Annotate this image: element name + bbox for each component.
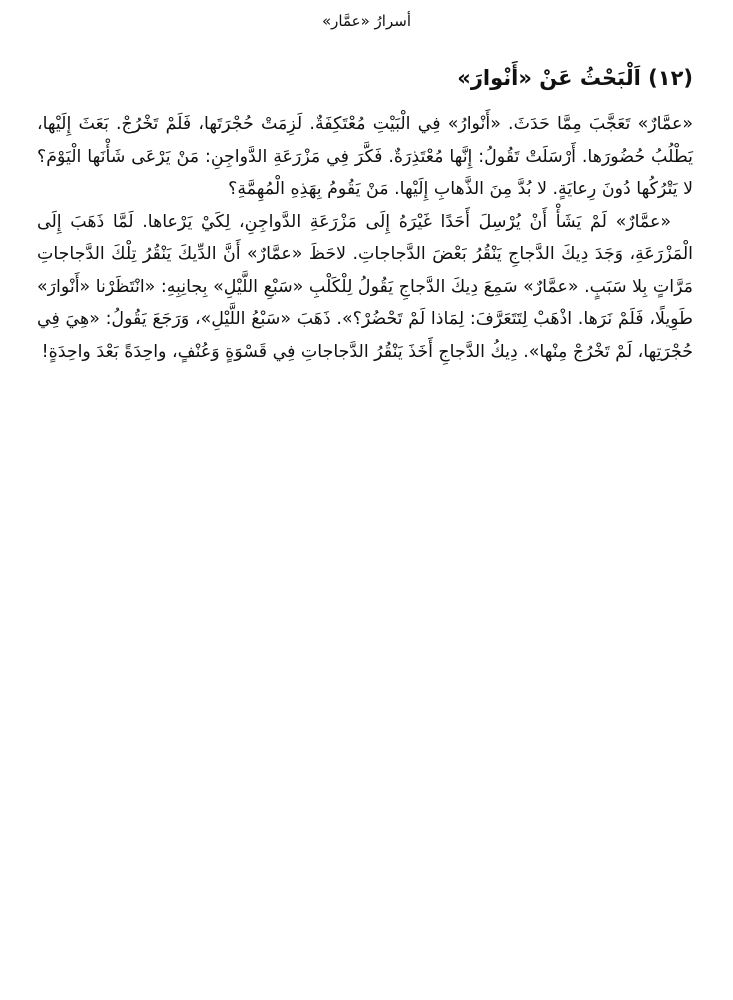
chapter-title: (١٢) اَلْبَحْثُ عَنْ «أَنْوارَ» xyxy=(457,66,693,90)
running-header: أسرارُ «عمَّار» xyxy=(322,12,411,30)
chapter-body xyxy=(37,108,693,368)
paragraph: «عمَّارٌ» تَعَجَّبَ مِمَّا حَدَثَ. «أَنْوارُ» فِي الْبَيْتِ مُعْتَكِفَةٌ. لَزِمَتْ حُجْرَتَها، فَلَمْ تَخْرُجْ. بَعَثَ إِلَيْها، يَطْلُبُ حُضُورَها. أَرْسَلَتْ تَقُولُ: إِنَّها مُعْتَذِرَةٌ. فَكَّرَ فِي مَزْرَعَةِ الدَّواجِنِ: مَنْ يَرْعَى شَأْنَها الْيَوْمَ؟ لا يَتْرُكُها دُونَ رِعايَةٍ. لا بُدَّ مِنَ الذَّهابِ إِلَيْها. مَنْ يَقُومُ بِهَذِهِ الْمُهِمَّةِ؟ xyxy=(37,114,693,199)
paragraph: «عمَّارٌ» لَمْ يَشَأْ أَنْ يُرْسِلَ أَحَدًا غَيْرَهُ إِلَى مَزْرَعَةِ الدَّواجِنِ، لِكَيْ يَرْعاها. لَمَّا ذَهَبَ إِلَى الْمَزْرَعَةِ، وَجَدَ دِيكَ الدَّجاجِ يَنْقُرُ بَعْضَ الدَّجاجاتِ. لاحَظَ «عمَّارٌ» أَنَّ الدِّيكَ يَنْقُرُ تِلْكَ الدَّجاجاتِ مَرَّاتٍ بِلا سَبَبٍ. «عمَّارٌ» سَمِعَ دِيكَ الدَّجاجِ يَقُولُ لِلْكَلْبِ «سَبْعِ اللَّيْلِ» بِجانِبِهِ: «انْتَظَرْنا «أَنْوارَ» طَوِيلًا، فَلَمْ نَرَها. اذْهَبْ لِتَتَعَرَّفَ: لِمَاذا لَمْ تَحْضُرْ؟». ذَهَبَ «سَبْعُ اللَّيْلِ»، وَرَجَعَ يَقُولُ: «هِيَ فِي حُجْرَتِها، لَمْ تَخْرُجْ مِنْها». دِيكُ الدَّجاجِ أَخَذَ يَنْقُرُ الدَّجاجاتِ فِي قَسْوَةٍ وَعُنْفٍ، واحِدَةً بَعْدَ واحِدَةٍ! xyxy=(37,211,693,362)
